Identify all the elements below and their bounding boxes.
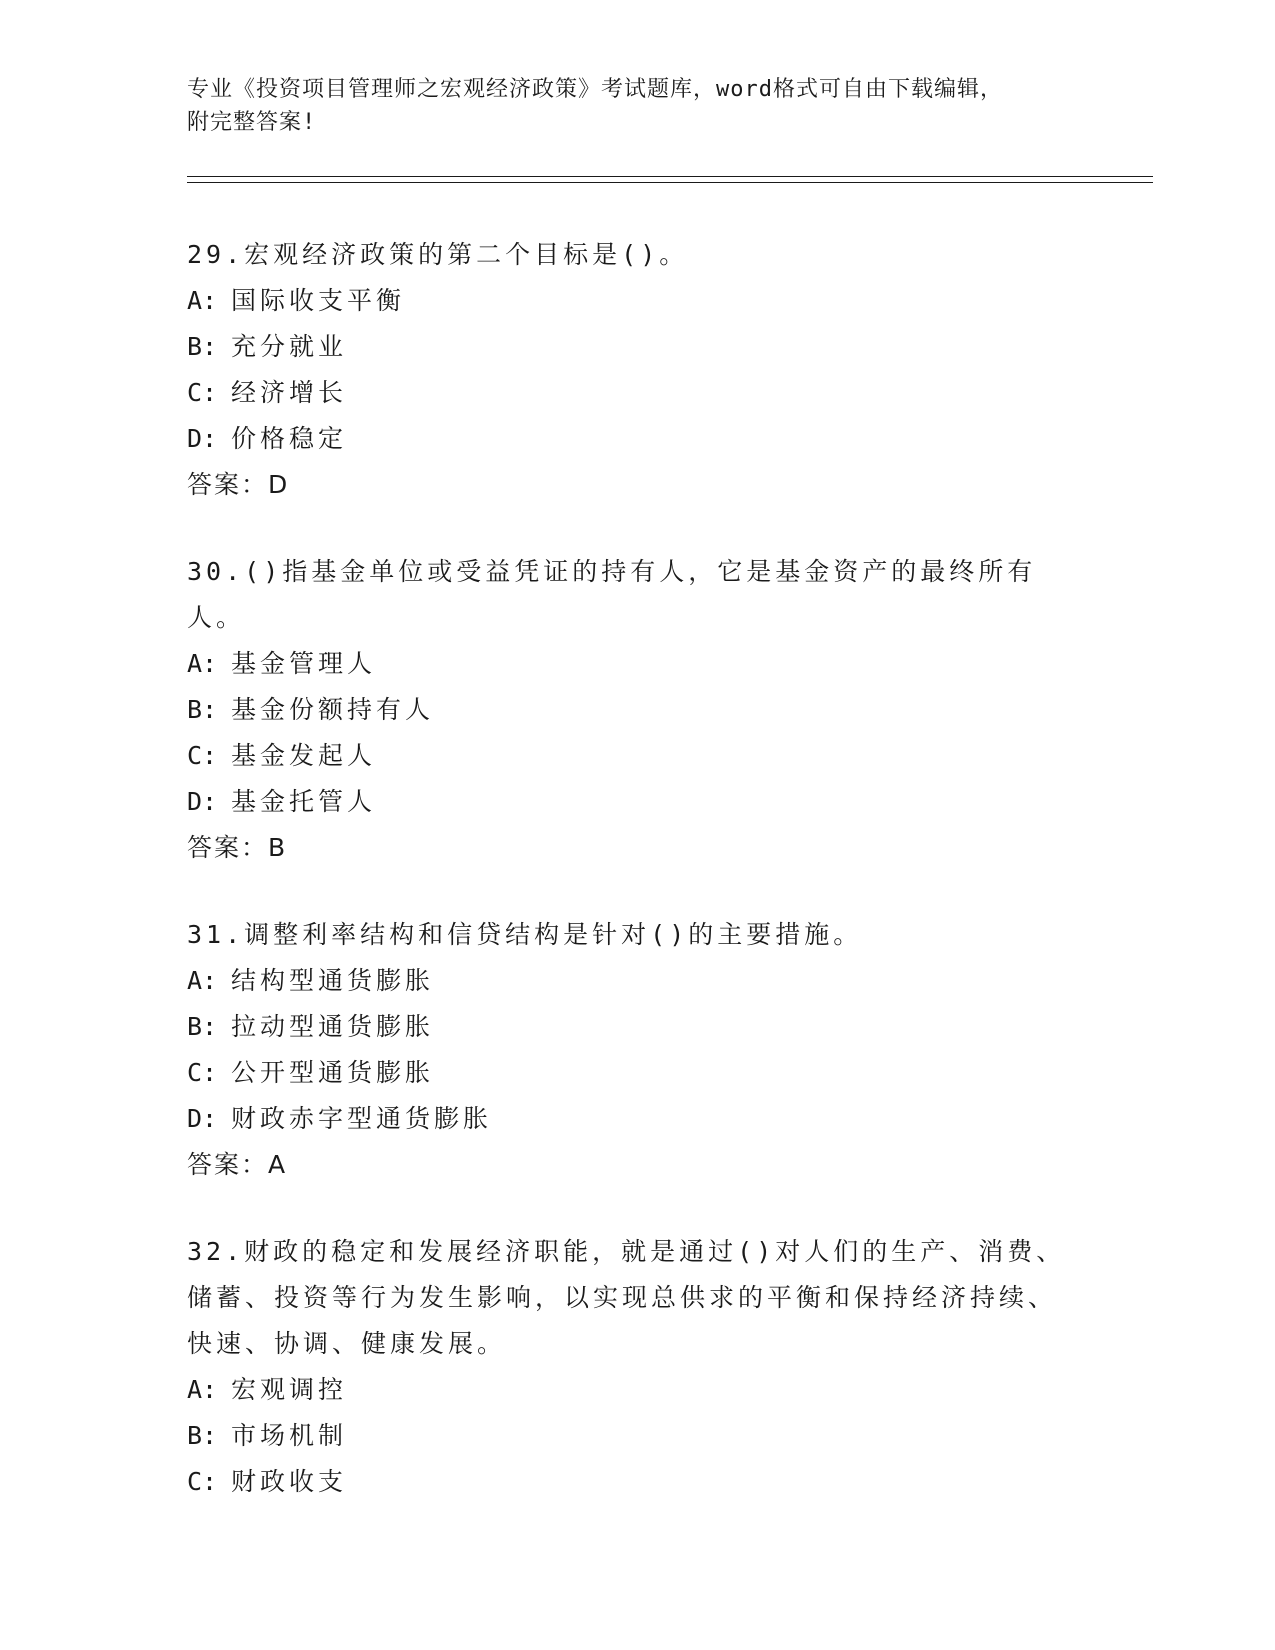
option-c <box>187 733 1077 779</box>
question-31 <box>187 912 1077 1188</box>
option-letter: C: <box>187 1058 218 1087</box>
answer-value: A <box>268 1150 286 1179</box>
option-letter: A: <box>187 966 218 995</box>
option-letter: B: <box>187 695 218 724</box>
question-stem: 31.调整利率结构和信贷结构是针对()的主要措施。 <box>187 920 863 949</box>
question-29 <box>187 232 1077 508</box>
option-letter: D: <box>187 1104 218 1133</box>
option-letter: C: <box>187 378 218 407</box>
option-letter: C: <box>187 741 218 770</box>
answer-label: 答案： <box>187 833 269 862</box>
option-text: 宏观调控 <box>231 1375 348 1404</box>
option-letter: B: <box>187 1421 218 1450</box>
option-text: 基金发起人 <box>231 741 377 770</box>
option-c <box>187 370 1077 416</box>
option-a <box>187 1367 1077 1413</box>
question-stem: 29.宏观经济政策的第二个目标是()。 <box>187 240 689 269</box>
option-text: 结构型通货膨胀 <box>231 966 435 995</box>
option-letter: D: <box>187 787 218 816</box>
header-divider-bottom <box>187 182 1153 183</box>
option-text: 财政收支 <box>231 1467 348 1496</box>
question-30 <box>187 549 1077 871</box>
option-letter: A: <box>187 1375 218 1404</box>
option-d <box>187 1096 1077 1142</box>
option-b <box>187 1413 1077 1459</box>
answer-line <box>187 1142 1077 1188</box>
answer-label: 答案： <box>187 1150 269 1179</box>
header-line-2: 附完整答案! <box>187 110 317 135</box>
answer-line <box>187 825 1077 871</box>
question-stem: 30.()指基金单位或受益凭证的持有人，它是基金资产的最终所有人。 <box>187 557 1037 632</box>
option-letter: A: <box>187 286 218 315</box>
option-a <box>187 641 1077 687</box>
option-letter: B: <box>187 332 218 361</box>
option-b <box>187 687 1077 733</box>
option-c <box>187 1050 1077 1096</box>
option-text: 经济增长 <box>231 378 348 407</box>
option-text: 基金份额持有人 <box>231 695 435 724</box>
option-text: 市场机制 <box>231 1421 348 1450</box>
header-divider-top <box>187 176 1153 177</box>
answer-value: D <box>268 470 288 499</box>
option-text: 国际收支平衡 <box>231 286 406 315</box>
option-text: 财政赤字型通货膨胀 <box>231 1104 493 1133</box>
option-text: 公开型通货膨胀 <box>231 1058 435 1087</box>
option-letter: B: <box>187 1012 218 1041</box>
option-text: 充分就业 <box>231 332 348 361</box>
header-line-1: 专业《投资项目管理师之宏观经济政策》考试题库，word格式可自由下载编辑， <box>187 77 1003 102</box>
option-d <box>187 779 1077 825</box>
option-text: 基金管理人 <box>231 649 377 678</box>
option-d <box>187 416 1077 462</box>
question-list <box>187 232 1077 1546</box>
option-a <box>187 958 1077 1004</box>
option-b <box>187 324 1077 370</box>
option-text: 基金托管人 <box>231 787 377 816</box>
option-letter: D: <box>187 424 218 453</box>
option-c <box>187 1459 1077 1505</box>
question-32 <box>187 1229 1077 1505</box>
document-header <box>187 73 1087 139</box>
answer-value: B <box>268 833 286 862</box>
question-stem: 32.财政的稳定和发展经济职能，就是通过()对人们的生产、消费、储蓄、投资等行为发生影响，以实现总供求的平衡和保持经济持续、快速、协调、健康发展。 <box>187 1237 1066 1358</box>
option-b <box>187 1004 1077 1050</box>
option-text: 价格稳定 <box>231 424 348 453</box>
option-a <box>187 278 1077 324</box>
option-letter: C: <box>187 1467 218 1496</box>
option-text: 拉动型通货膨胀 <box>231 1012 435 1041</box>
option-letter: A: <box>187 649 218 678</box>
answer-line <box>187 462 1077 508</box>
answer-label: 答案： <box>187 470 269 499</box>
